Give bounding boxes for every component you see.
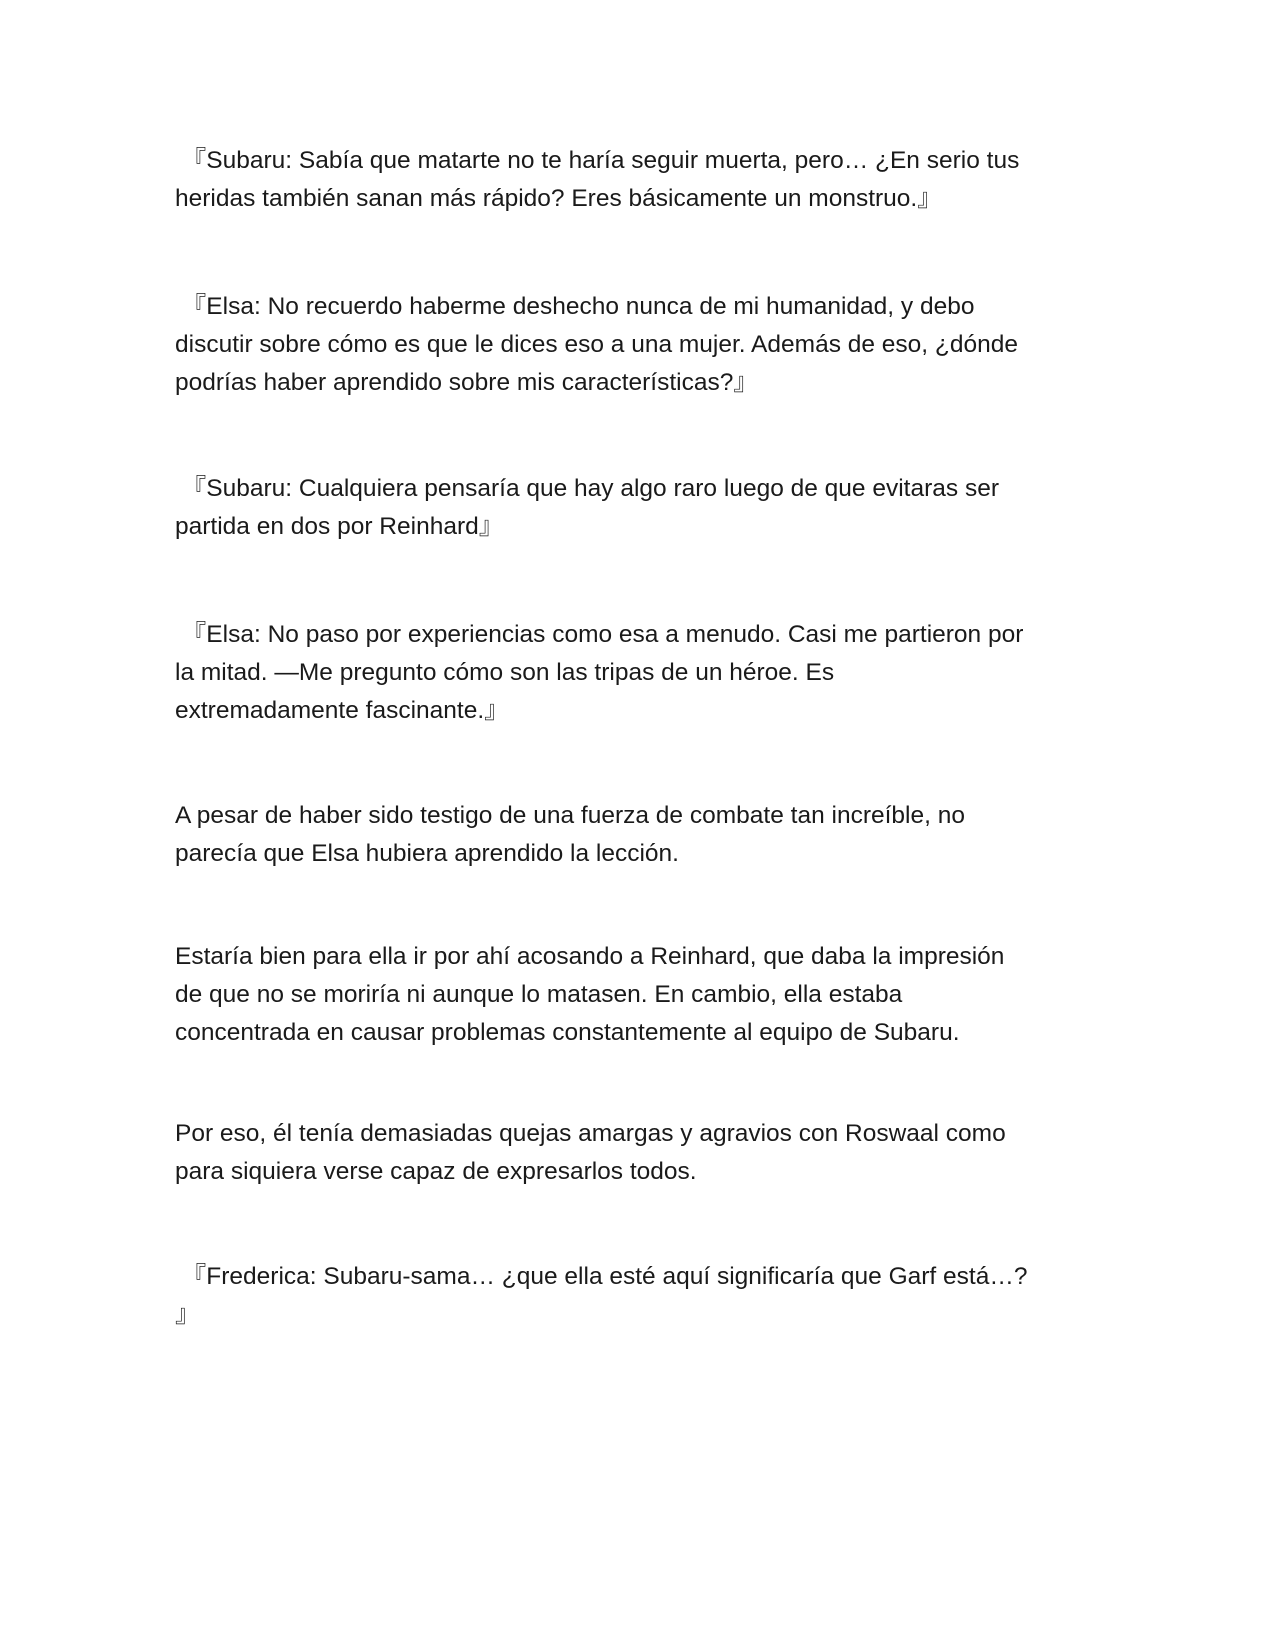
- text-line: concentrada en causar problemas constantemente al equipo de Subaru.: [175, 1019, 960, 1046]
- text-line: 『Elsa: No recuerdo haberme deshecho nunca de mi humanidad, y debo: [175, 293, 975, 320]
- text-line: heridas también sanan más rápido? Eres básicamente un monstruo.』: [175, 185, 942, 212]
- text-line: Por eso, él tenía demasiadas quejas amargas y agravios con Roswaal como: [175, 1120, 1006, 1147]
- text-line: de que no se moriría ni aunque lo matasen. En cambio, ella estaba: [175, 981, 903, 1008]
- text-line: Estaría bien para ella ir por ahí acosando a Reinhard, que daba la impresión: [175, 943, 1005, 970]
- text-line: discutir sobre cómo es que le dices eso a una mujer. Además de eso, ¿dónde: [175, 331, 1019, 358]
- dialogue-paragraph: [175, 1258, 1100, 1334]
- dialogue-paragraph: [175, 288, 1100, 402]
- dialogue-paragraph: [175, 470, 1100, 546]
- text-line: 『Subaru: Cualquiera pensaría que hay algo raro luego de que evitaras ser: [175, 475, 999, 502]
- dialogue-paragraph: [175, 142, 1100, 218]
- text-line: 『Frederica: Subaru-sama… ¿que ella esté aquí significaría que Garf está…?: [175, 1263, 1028, 1290]
- text-line: la mitad. —Me pregunto cómo son las tripas de un héroe. Es: [175, 659, 835, 686]
- text-line: podrías haber aprendido sobre mis características?』: [175, 369, 758, 396]
- text-line: 『Elsa: No paso por experiencias como esa a menudo. Casi me partieron por: [175, 621, 1024, 648]
- narration-paragraph: [175, 938, 1100, 1052]
- text-line: para siquiera verse capaz de expresarlos todos.: [175, 1158, 697, 1185]
- narration-paragraph: [175, 797, 1100, 873]
- text-line: extremadamente fascinante.』: [175, 697, 509, 724]
- text-line: partida en dos por Reinhard』: [175, 513, 504, 540]
- narration-paragraph: [175, 1115, 1100, 1191]
- text-line: 『Subaru: Sabía que matarte no te haría seguir muerta, pero… ¿En serio tus: [175, 147, 1020, 174]
- text-line: parecía que Elsa hubiera aprendido la lección.: [175, 840, 679, 867]
- dialogue-paragraph: [175, 616, 1100, 730]
- text-line: 』: [175, 1301, 200, 1328]
- text-line: A pesar de haber sido testigo de una fuerza de combate tan increíble, no: [175, 802, 965, 829]
